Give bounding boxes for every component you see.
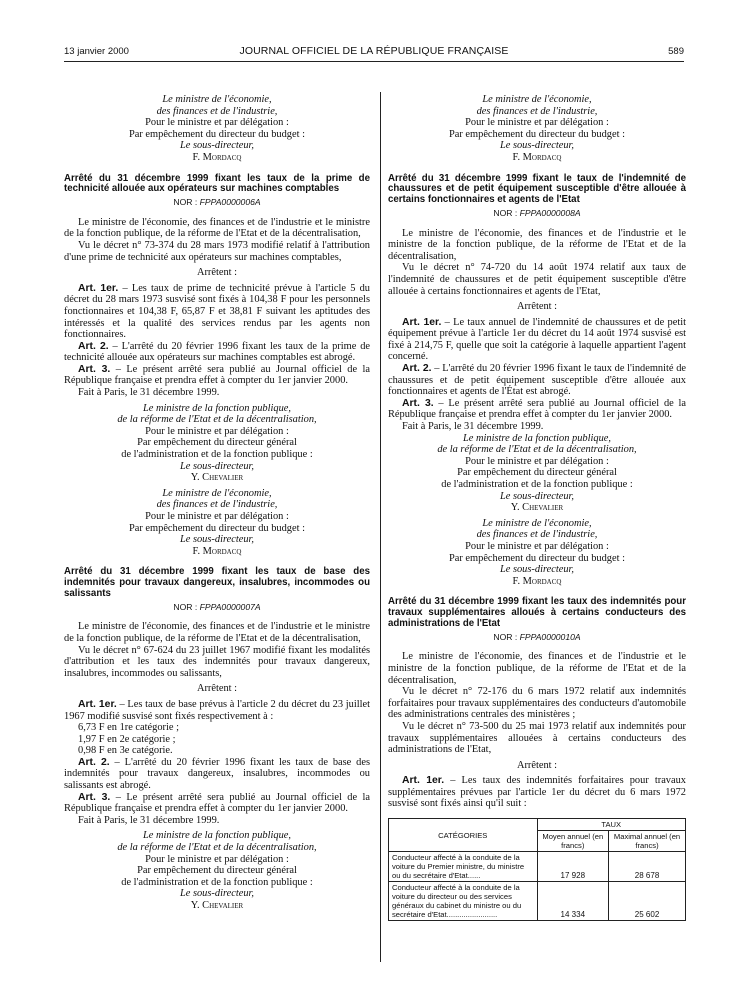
signatory-name: Y. Chevalier bbox=[510, 502, 564, 514]
signature-line: Le ministre de l'économie, bbox=[482, 94, 592, 105]
signature-line: Le ministre de la fonction publique, bbox=[143, 402, 291, 414]
nor-reference: NOR : FPPA0000010A bbox=[493, 631, 581, 642]
article-paragraph: Art. 1er. – Les taux des indemnités forfaitaires pour travaux supplémentaires prévues par l'article 1er du décret du 6 mars 1972 susvisé sont fixés ainsi qu'il suit : bbox=[388, 775, 687, 810]
signature-line: Le ministre de l'économie, bbox=[162, 94, 272, 105]
table-row bbox=[389, 852, 686, 882]
article-paragraph: Art. 3. – Le présent arrêté sera publié au Journal officiel de la République française et prendra effet à compter du 1er janvier 2000. bbox=[64, 363, 370, 387]
vu-paragraph: Vu le décret n° 72-176 du 6 mars 1972 relatif aux indemnités forfaitaires pour travaux supplémentaires des conducteurs d'automobile des administrations centrales des ministères ; bbox=[388, 686, 686, 721]
vu-paragraph: Vu le décret n° 67-624 du 23 juillet 1967 modifié fixant les modalités d'attribution et les taux des indemnités pour travaux dangereux, insalubres, incommodes ou salissants, bbox=[64, 644, 370, 679]
table-cell-moyen: 14 334 bbox=[537, 882, 609, 921]
vu-paragraph: Vu le décret n° 73-374 du 28 mars 1973 modifié relatif à l'attribution d'une prime de technicité aux opérateurs sur machines comptables, bbox=[64, 239, 370, 263]
visa-paragraph: Le ministre de l'économie, des finances et de l'industrie et le ministre de la fonction publique, de la réforme de l'Etat et de la décentralisation, bbox=[388, 227, 686, 262]
table-cell-moyen: 17 928 bbox=[537, 852, 609, 882]
signature-line: Par empêchement du directeur général bbox=[137, 437, 297, 449]
article-paragraph: Art. 2. – L'arrêté du 20 février 1996 fixant les taux de base des indemnités pour travaux dangereux, insalubres, incommodes ou salissants est abrogé. bbox=[64, 756, 370, 792]
decree-title: Arrêté du 31 décembre 1999 fixant le taux de l'indemnité de chaussures et de petit équipement susceptible d'être allouée à certains fonctionnaires et agents de l'Etat bbox=[388, 172, 686, 206]
arretent-label: Arrêtent : bbox=[196, 683, 238, 695]
signature-line: Le ministre de l'économie, bbox=[162, 487, 272, 499]
nor-reference: NOR : FPPA0000006A bbox=[173, 197, 261, 208]
signature-line: des finances et de l'industrie, bbox=[156, 105, 278, 117]
signature-line: Le sous-directeur, bbox=[499, 564, 575, 576]
signatory-name: Y. Chevalier bbox=[190, 472, 244, 484]
signed-at: Fait à Paris, le 31 décembre 1999. bbox=[78, 387, 220, 399]
signature-line: Par empêchement du directeur du budget : bbox=[448, 552, 625, 564]
page-header bbox=[64, 46, 684, 60]
signature-line: Pour le ministre et par délégation : bbox=[145, 853, 289, 865]
right-column bbox=[388, 94, 686, 921]
table-header-max: Maximal annuel (en francs) bbox=[609, 831, 686, 852]
signature-line: Le sous-directeur, bbox=[179, 888, 255, 900]
article-paragraph: Art. 3. – Le présent arrêté sera publié au Journal officiel de la République française et prendra effet à compter du 1er janvier 2000. bbox=[64, 791, 370, 815]
category-rate: 0,98 F en 3e catégorie. bbox=[78, 745, 173, 757]
signature-block bbox=[64, 830, 370, 911]
signature-line: Par empêchement du directeur du budget : bbox=[448, 128, 625, 140]
article-paragraph: Art. 3. – Le présent arrêté sera publié au Journal officiel de la République française et prendra effet à compter du 1er janvier 2000. bbox=[388, 397, 687, 421]
nor-reference: NOR : FPPA0000007A bbox=[173, 601, 261, 612]
visa-paragraph: Le ministre de l'économie, des finances et de l'industrie et le ministre de la fonction publique, de la réforme de l'Etat et de la décentralisation, bbox=[64, 216, 370, 240]
category-rate: 1,97 F en 2e catégorie ; bbox=[78, 733, 176, 745]
table-cell-max: 25 602 bbox=[609, 882, 686, 921]
signature-line: de l'administration et de la fonction publique : bbox=[121, 876, 313, 888]
table-header-categories: CATÉGORIES bbox=[389, 819, 538, 852]
decree-title: Arrêté du 31 décembre 1999 fixant les taux de base des indemnités pour travaux dangereux, insalubres, incommodes ou salissants bbox=[64, 566, 370, 599]
journal-title: JOURNAL OFFICIEL DE LA RÉPUBLIQUE FRANÇAISE bbox=[239, 45, 509, 57]
signature-line: Le ministre de l'économie, bbox=[482, 517, 592, 529]
signature-line: Pour le ministre et par délégation : bbox=[465, 117, 609, 129]
table-header-taux: TAUX bbox=[537, 819, 686, 831]
signature-line: de l'administration et de la fonction publique : bbox=[121, 449, 313, 461]
signature-line: Pour le ministre et par délégation : bbox=[145, 511, 289, 522]
signatory-name: F. Mordacq bbox=[192, 545, 242, 557]
signature-line: de la réforme de l'Etat et de la décentralisation, bbox=[437, 444, 637, 456]
signature-line: Le sous-directeur, bbox=[179, 140, 255, 152]
nor-reference: NOR : FPPA0000008A bbox=[493, 207, 581, 218]
signature-line: Le sous-directeur, bbox=[179, 460, 255, 472]
signature-line: Le ministre de la fonction publique, bbox=[463, 432, 611, 444]
vu-paragraph: Vu le décret n° 74-720 du 14 août 1974 relatif aux taux de l'indemnité de chaussures et de petit équipement susceptible d'être allouée à certains fonctionnaires et agents de l'Etat, bbox=[388, 262, 686, 297]
signature-line: Pour le ministre et par délégation : bbox=[465, 455, 609, 467]
signature-line: Le sous-directeur, bbox=[499, 140, 575, 152]
arretent-label: Arrêtent : bbox=[516, 759, 558, 771]
vu-paragraph: Vu le décret n° 73-500 du 25 mai 1973 relatif aux indemnités pour travaux supplémentaires allouées à certains conducteurs des administrations de l'Etat, bbox=[388, 720, 686, 756]
signature-line: Par empêchement du directeur du budget : bbox=[128, 522, 305, 534]
arretent-label: Arrêtent : bbox=[196, 267, 238, 279]
article-paragraph: Art. 2. – L'arrêté du 20 février 1996 fixant les taux de la prime de technicité allouée aux opérateurs sur machines comptables est abrogé. bbox=[64, 340, 371, 364]
signature-block bbox=[388, 94, 686, 164]
decree-title: Arrêté du 31 décembre 1999 fixant les taux de la prime de technicité allouée aux opérateurs sur machines comptables bbox=[64, 172, 370, 195]
signature-line: de l'administration et de la fonction publique : bbox=[441, 479, 633, 491]
header-date: 13 janvier 2000 bbox=[64, 46, 129, 57]
article-paragraph: Art. 1er. – Les taux de base prévus à l'article 2 du décret du 23 juillet 1967 modifié susvisé sont fixés respectivement à : bbox=[64, 698, 370, 722]
table-cell-max: 28 678 bbox=[609, 852, 686, 882]
category-rate: 6,73 F en 1re catégorie ; bbox=[78, 722, 179, 734]
signature-block bbox=[388, 433, 686, 588]
decree-title: Arrêté du 31 décembre 1999 fixant les taux des indemnités pour travaux supplémentaires alloués à certains conducteurs des administrations de l'Etat bbox=[388, 596, 686, 629]
signature-line: Par empêchement du directeur général bbox=[137, 865, 297, 877]
visa-paragraph: Le ministre de l'économie, des finances et de l'industrie et le ministre de la fonction publique, de la réforme de l'Etat et de la décentralisation, bbox=[388, 651, 686, 686]
signature-line: Le sous-directeur, bbox=[499, 490, 575, 502]
signatory-name: F. Mordacq bbox=[512, 151, 562, 163]
table-header-moyen: Moyen annuel (en francs) bbox=[537, 831, 609, 852]
signature-line: Pour le ministre et par délégation : bbox=[465, 540, 609, 552]
signature-line: des finances et de l'industrie, bbox=[156, 499, 278, 511]
signatory-name: F. Mordacq bbox=[192, 151, 242, 163]
header-rule bbox=[64, 61, 684, 62]
signature-line: Par empêchement du directeur général bbox=[457, 467, 617, 479]
table-cell-category: Conducteur affecté à la conduite de la voiture du Premier ministre, du ministre ou du secrétaire d'Etat...... bbox=[389, 852, 538, 882]
signed-at: Fait à Paris, le 31 décembre 1999. bbox=[402, 421, 544, 433]
page-number: 589 bbox=[668, 46, 684, 57]
signed-at: Fait à Paris, le 31 décembre 1999. bbox=[78, 814, 220, 826]
signature-line: de la réforme de l'Etat et de la décentralisation, bbox=[117, 414, 317, 426]
article-paragraph: Art. 1er. – Le taux annuel de l'indemnité de chaussures et de petit équipement prévue à l'article 1er du décret du 14 août 1974 susvisé est fixé à 214,75 F, quelle que soit la catégorie à laquelle appartient l'agent concerné. bbox=[388, 316, 686, 363]
rates-table bbox=[388, 818, 686, 921]
table-cell-category: Conducteur affecté à la conduite de la voiture du directeur ou des services généraux du cabinet du ministre ou du secrétaire d'Etat........................ bbox=[389, 882, 538, 921]
signature-line: des finances et de l'industrie, bbox=[476, 105, 598, 117]
left-column bbox=[64, 94, 370, 912]
signature-line: Pour le ministre et par délégation : bbox=[145, 425, 289, 437]
signature-line: Le sous-directeur, bbox=[179, 534, 255, 546]
signature-line: Par empêchement du directeur du budget : bbox=[128, 128, 305, 140]
article-paragraph: Art. 1er. – Les taux de prime de technicité prévue à l'article 5 du décret du 28 mars 1973 susvisé sont fixés à 104,38 F pour les personnels fonctionnaires et 104,38 F, 65,87 F et 38,81 F suivant les aptitudes des intéressés et la qualité des services rendus par les agents non fonctionnaires. bbox=[64, 282, 370, 341]
column-divider bbox=[380, 92, 381, 962]
signature-block bbox=[64, 94, 370, 164]
signature-line: de la réforme de l'Etat et de la décentralisation, bbox=[117, 842, 317, 854]
signature-line: des finances et de l'industrie, bbox=[476, 529, 598, 541]
table-row bbox=[389, 882, 686, 921]
visa-paragraph: Le ministre de l'économie, des finances et de l'industrie et le ministre de la fonction publique, de la réforme de l'Etat et de la décentralisation, bbox=[64, 621, 370, 644]
article-paragraph: Art. 2. – L'arrêté du 20 février 1996 fixant le taux de l'indemnité de chaussures et de petit équipement susceptible d'être allouée aux fonctionnaires et agents de l'État est abrogé. bbox=[388, 363, 687, 398]
arretent-label: Arrêtent : bbox=[516, 301, 558, 313]
signatory-name: F. Mordacq bbox=[512, 575, 562, 587]
signatory-name: Y. Chevalier bbox=[190, 900, 244, 912]
signature-line: Pour le ministre et par délégation : bbox=[145, 117, 289, 129]
signature-line: Le ministre de la fonction publique, bbox=[143, 830, 291, 842]
signature-block bbox=[64, 403, 370, 558]
